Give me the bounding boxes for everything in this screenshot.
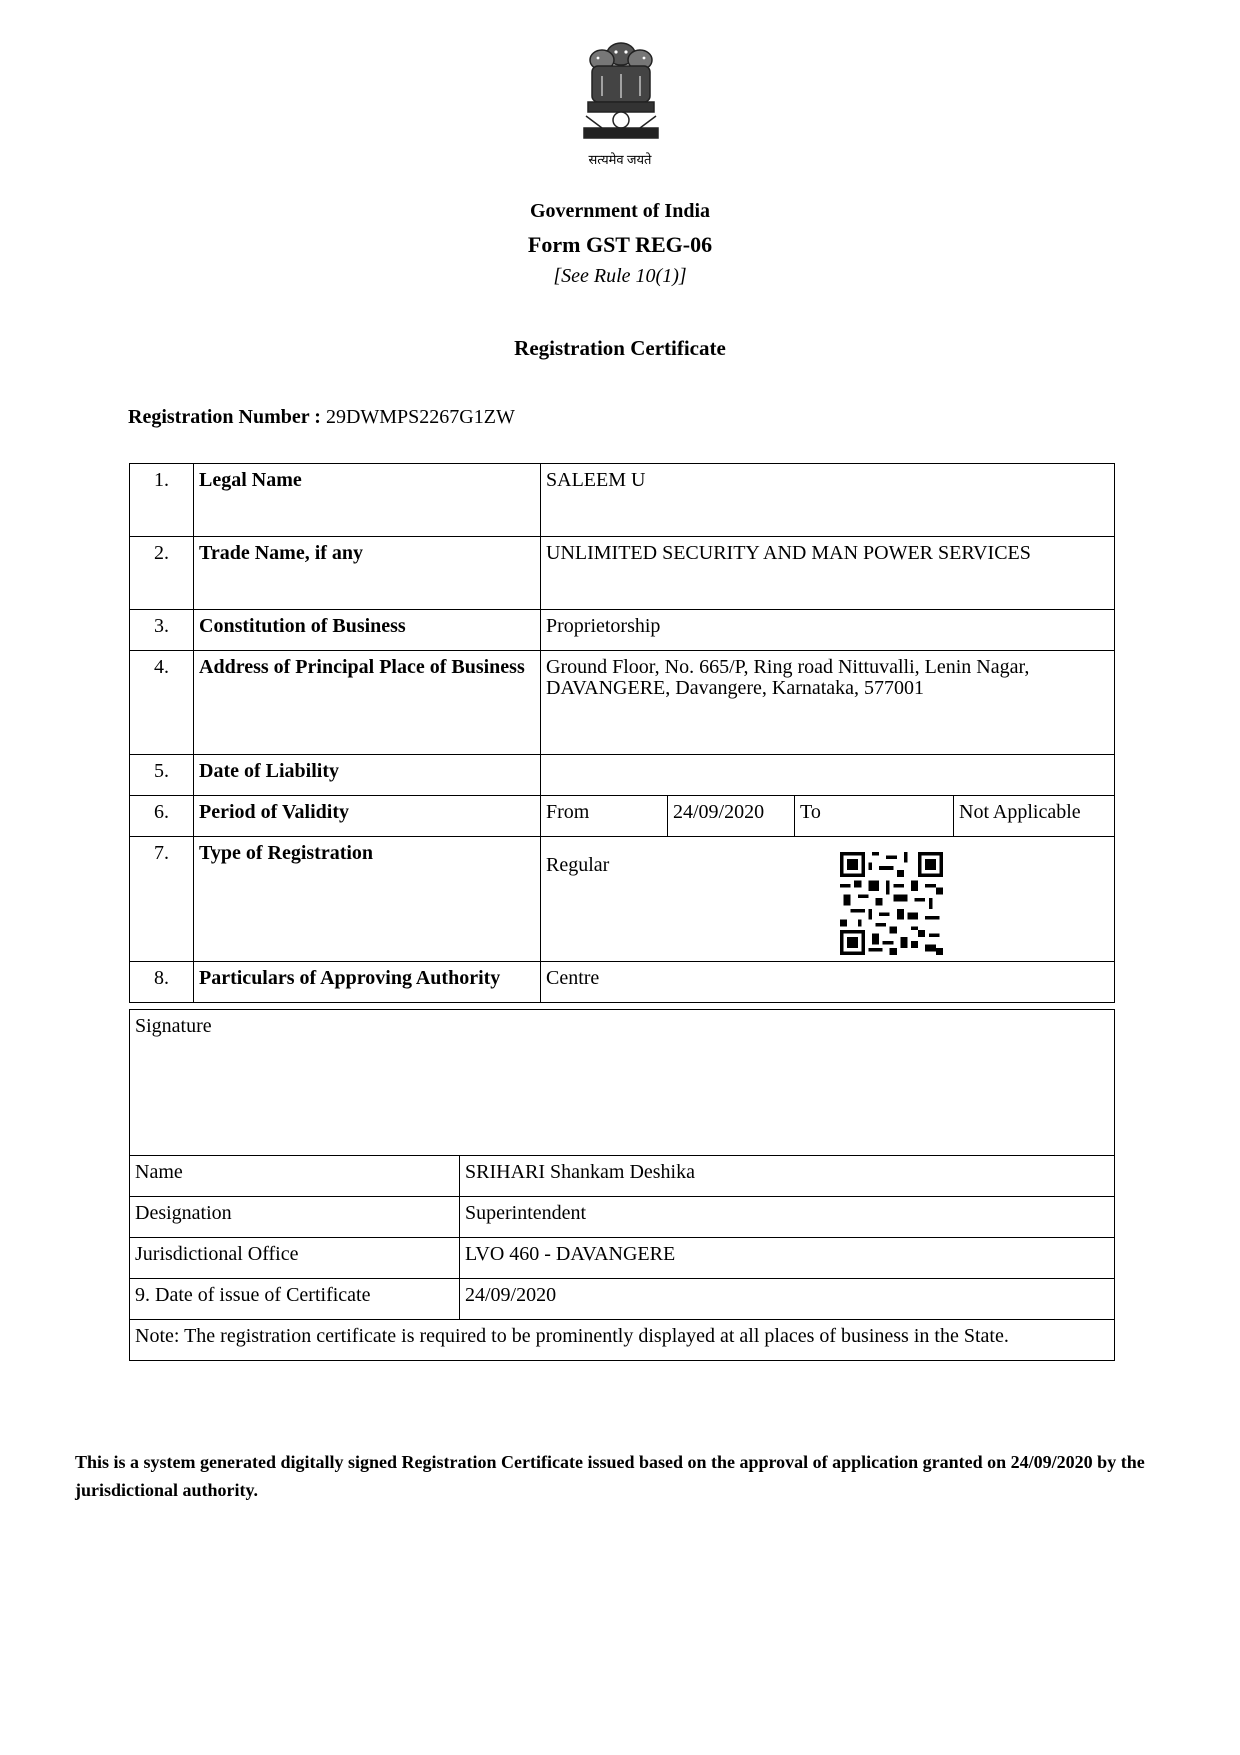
table-row [130,962,1115,1003]
row-number: 8. [130,962,194,1003]
row-value: Superintendent [460,1197,1115,1238]
table-row [130,1156,1115,1197]
row-label: Trade Name, if any [194,537,541,610]
row-value: LVO 460 - DAVANGERE [460,1238,1115,1279]
row-label: Address of Principal Place of Business [194,651,541,755]
note-row [130,1320,1115,1361]
registration-number [128,406,515,429]
government-heading: Government of India [530,200,710,222]
row-label: Constitution of Business [194,610,541,651]
row-value: Proprietorship [541,610,1115,651]
form-heading: Form GST REG-06 [527,232,713,257]
table-row [130,1197,1115,1238]
row-label: 9. Date of issue of Certificate [130,1279,460,1320]
row-number: 5. [130,755,194,796]
table-row [130,1238,1115,1279]
table-row [130,610,1115,651]
validity-to-label: To [795,796,954,837]
row-label: Name [130,1156,460,1197]
registration-details-table [129,463,1115,1003]
table-row [130,796,1115,837]
signatory-table [129,1009,1115,1361]
row-value: SRIHARI Shankam Deshika [460,1156,1115,1197]
row-number: 4. [130,651,194,755]
validity-from-label: From [541,796,668,837]
table-row [130,755,1115,796]
emblem-motto: सत्यमेव जयते [588,152,652,167]
registration-number-label: Registration Number : [128,406,321,428]
row-label: Designation [130,1197,460,1238]
table-row [130,837,1115,962]
row-value: 24/09/2020 [460,1279,1115,1320]
table-row [130,537,1115,610]
row-label: Jurisdictional Office [130,1238,460,1279]
signature-row [130,1010,1115,1156]
row-number: 2. [130,537,194,610]
row-label: Legal Name [194,464,541,537]
registration-number-value: 29DWMPS2267G1ZW [325,406,515,428]
row-number: 6. [130,796,194,837]
table-row [130,651,1115,755]
registration-type-value: Regular [546,854,610,876]
validity-from-value: 24/09/2020 [668,796,795,837]
display-note: Note: The registration certificate is required to be prominently displayed at all places of business in the State. [130,1320,1115,1361]
row-number: 3. [130,610,194,651]
rule-reference: [See Rule 10(1)] [553,265,687,287]
validity-to-value: Not Applicable [954,796,1115,837]
signature-cell: Signature [130,1010,1115,1156]
row-value: UNLIMITED SECURITY AND MAN POWER SERVICES [541,537,1115,610]
qr-code-icon [840,852,943,955]
row-label: Date of Liability [194,755,541,796]
table-row [130,464,1115,537]
row-number: 1. [130,464,194,537]
row-value [541,755,1115,796]
row-label: Type of Registration [194,837,541,962]
row-label: Particulars of Approving Authority [194,962,541,1003]
system-generated-note: This is a system generated digitally signed Registration Certificate issued based on the approval of application granted on 24/09/2020 by the jurisdictional authority. [75,1452,1145,1500]
table-row [130,1279,1115,1320]
row-number: 7. [130,837,194,962]
row-value: Centre [541,962,1115,1003]
national-emblem-icon [578,36,664,140]
row-value [541,837,1115,962]
row-value: SALEEM U [541,464,1115,537]
row-value: Ground Floor, No. 665/P, Ring road Nittuvalli, Lenin Nagar, DAVANGERE, Davangere, Karnataka, 577001 [541,651,1115,755]
certificate-title: Registration Certificate [514,336,726,360]
row-label: Period of Validity [194,796,541,837]
